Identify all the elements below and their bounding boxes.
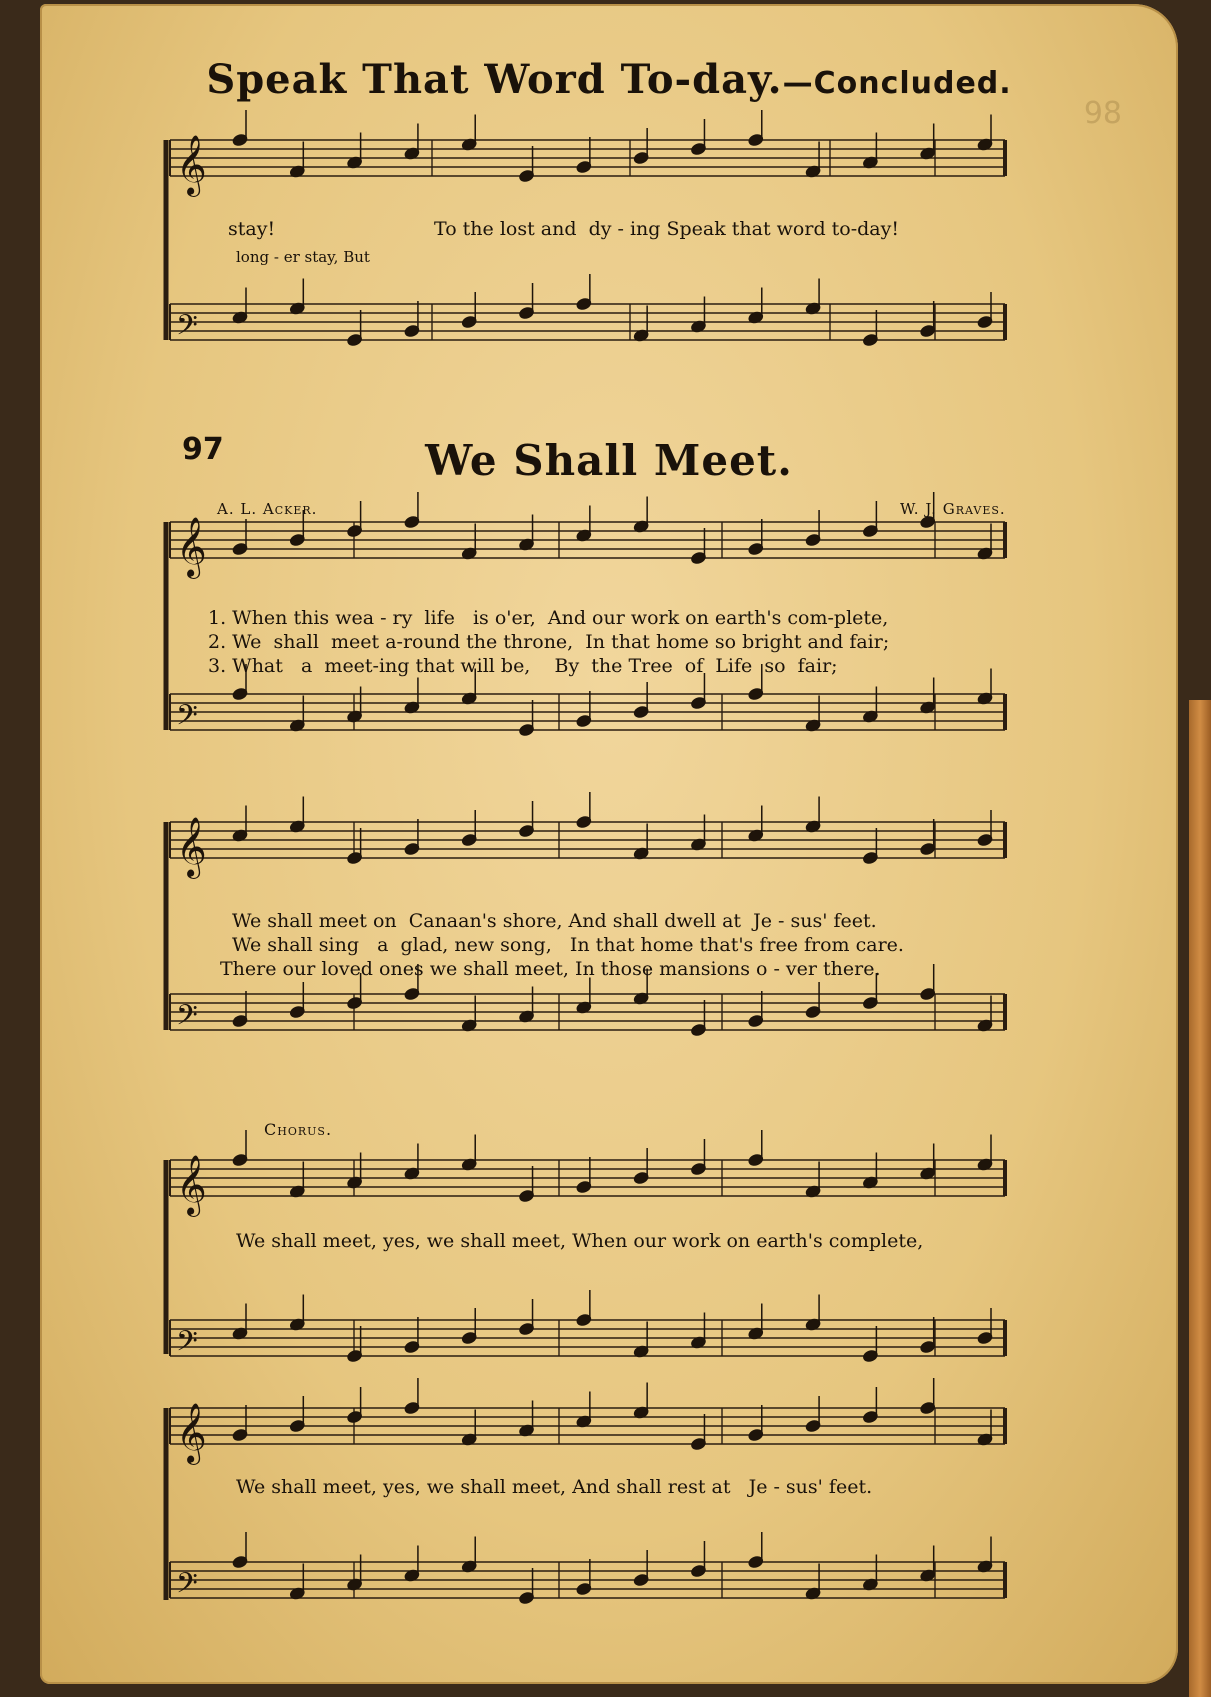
- hymn-title: We Shall Meet.: [425, 436, 793, 485]
- verse3-line1: 3. What a meet-ing that will be, By the Tree of Life so fair;: [208, 655, 838, 677]
- hymnal-page: [40, 4, 1178, 1684]
- verse1-line2: We shall meet on Canaan's shore, And shall dwell at Je - sus' feet.: [232, 910, 877, 932]
- clef-glyph: 𝄢: [176, 1567, 198, 1607]
- chorus-line2: We shall meet, yes, we shall meet, And shall rest at Je - sus' feet.: [236, 1476, 873, 1498]
- clef-glyph: 𝄞: [176, 1155, 207, 1215]
- top-lyric-longer-stay: long - er stay, But: [236, 248, 370, 266]
- top-hymn-title-text: Speak That Word To-day.: [206, 56, 783, 103]
- clef-glyph: 𝄞: [176, 135, 207, 195]
- music-staves: [40, 4, 1178, 1684]
- clef-glyph: 𝄞: [176, 517, 207, 577]
- verse3-line2: There our loved ones we shall meet, In those mansions o - ver there.: [220, 958, 881, 980]
- chorus-label: Chorus.: [264, 1120, 333, 1139]
- clef-glyph: 𝄞: [176, 817, 207, 877]
- composer-credit: W. J. Graves.: [900, 500, 1006, 518]
- hymn-number: 97: [182, 432, 224, 467]
- wooden-table-edge: [1189, 700, 1211, 1697]
- verse2-line2: We shall sing a glad, new song, In that home that's free from care.: [232, 934, 904, 956]
- lyricist-credit: A. L. Acker.: [217, 500, 318, 518]
- verse1-line1: 1. When this wea - ry life is o'er, And our work on earth's com-plete,: [208, 607, 889, 629]
- top-hymn-title-suffix: —Concluded.: [782, 66, 1012, 101]
- top-lyric-stay: stay!: [228, 218, 276, 240]
- clef-glyph: 𝄞: [176, 1403, 207, 1463]
- chorus-line1: We shall meet, yes, we shall meet, When our work on earth's complete,: [236, 1230, 924, 1252]
- clef-glyph: 𝄢: [176, 1325, 198, 1365]
- clef-glyph: 𝄢: [176, 999, 198, 1039]
- clef-glyph: 𝄢: [176, 309, 198, 349]
- clef-glyph: 𝄢: [176, 699, 198, 739]
- bleed-through-page-number: 98: [1083, 96, 1122, 131]
- top-lyric-line: To the lost and dy - ing Speak that word to-day!: [434, 218, 900, 240]
- verse2-line1: 2. We shall meet a-round the throne, In that home so bright and fair;: [208, 631, 890, 653]
